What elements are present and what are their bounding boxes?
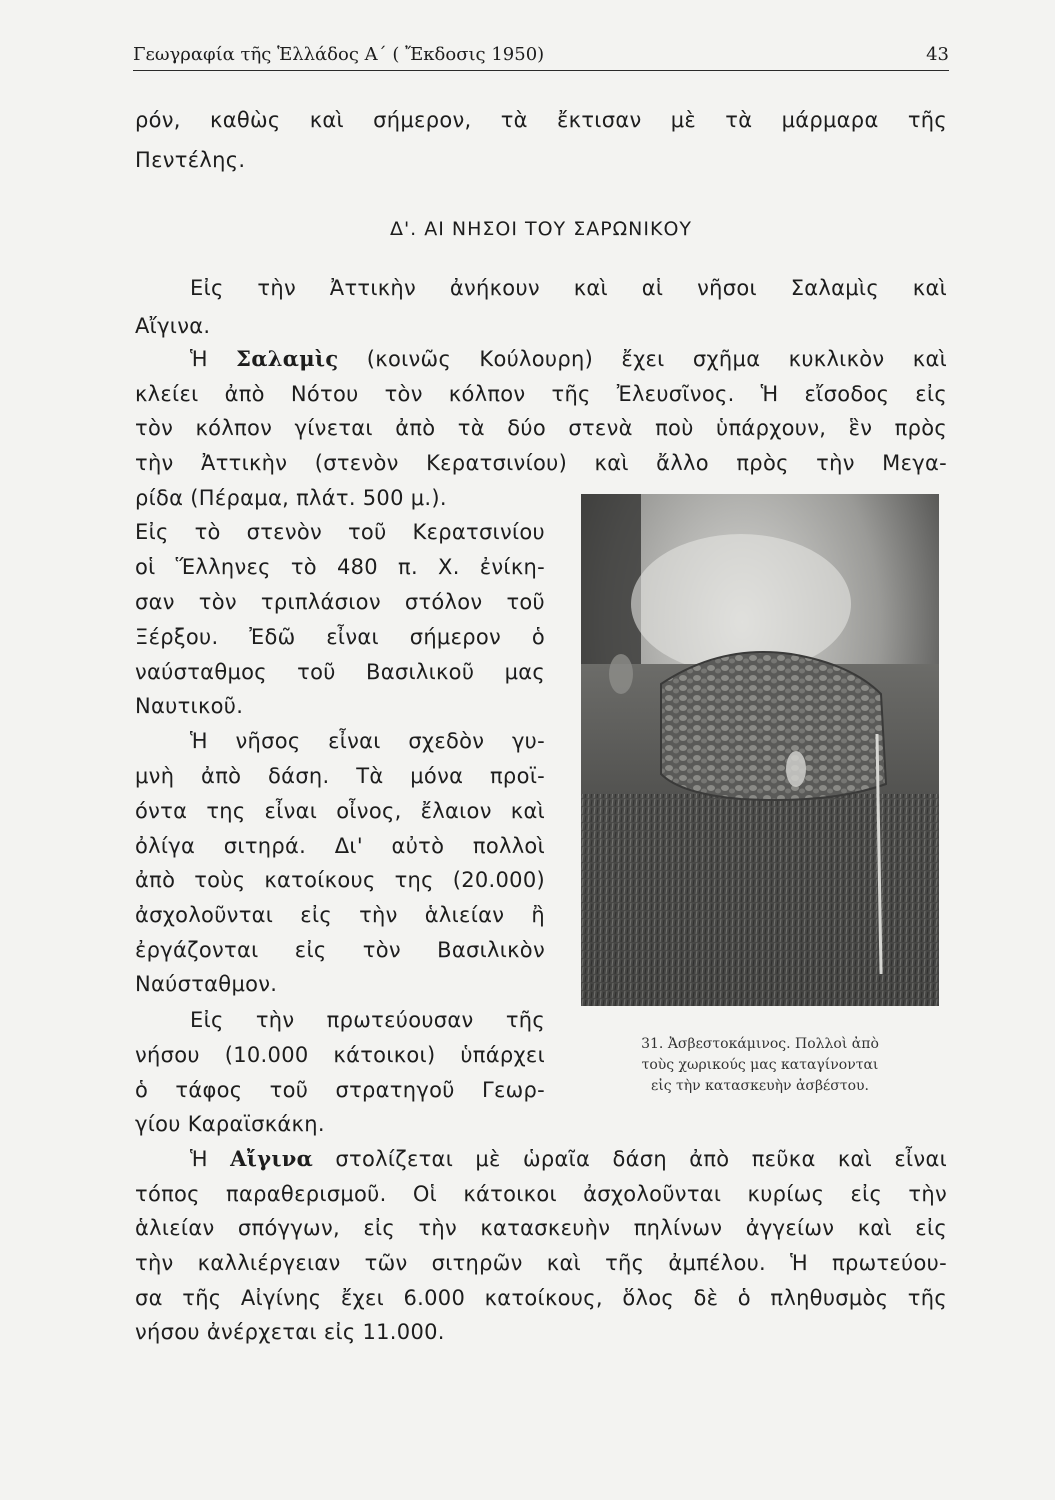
salamis-rest: (κοινῶς Κούλουρη) ἔχει σχῆμα κυκλικὸν καὶ	[338, 347, 947, 371]
text-line: Πεντέλης.	[135, 148, 246, 172]
page-number: 43	[926, 44, 949, 65]
text-line: τὴν Ἀττικὴν (στενὸν Κερατσινίου) καὶ ἄλλο πρὸς τὴν Μεγα-	[135, 451, 947, 475]
running-head	[133, 44, 949, 71]
caption-line: εἰς τὴν κατασκευὴν ἀσβέστου.	[651, 1078, 869, 1094]
text-line: νήσου ἀνέρχεται εἰς 11.000.	[135, 1320, 445, 1344]
lime-kiln-photo	[581, 494, 939, 1006]
text-line: Εἰς τὸ στενὸν τοῦ Κερατσινίου	[135, 520, 545, 544]
text-line: Αἴγινα.	[135, 314, 211, 338]
salamis-term: Σαλαμὶς	[236, 346, 339, 371]
text-line: ναύσταθμος τοῦ Βασιλικοῦ μας	[135, 660, 545, 684]
text-line: οἱ Ἕλληνες τὸ 480 π. Χ. ἐνίκη-	[135, 555, 545, 579]
text-line: Εἰς τὴν πρωτεύουσαν τῆς	[190, 1008, 545, 1032]
photo-illustration	[581, 494, 939, 1006]
text-line: σα τῆς Αἰγίνης ἔχει 6.000 κατοίκους, ὅλος δὲ ὁ πληθυσμὸς τῆς	[135, 1286, 947, 1310]
aegina-term: Αἴγινα	[230, 1146, 314, 1171]
text-line: ἁλιείαν σπόγγων, εἰς τὴν κατασκευὴν πηλίνων ἀγγείων καὶ εἰς	[135, 1216, 947, 1240]
salamis-prefix: Ἡ	[190, 347, 237, 371]
aegina-rest: στολίζεται μὲ ὡραῖα δάση ἀπὸ πεῦκα καὶ εἶναι	[313, 1147, 947, 1171]
text-line: ἀπὸ τοὺς κατοίκους της (20.000)	[135, 868, 545, 892]
text-line: τὸν κόλπον γίνεται ἀπὸ τὰ δύο στενὰ ποὺ ὑπάρχουν, ἓν πρὸς	[135, 416, 947, 440]
caption-line: τοὺς χωρικούς μας καταγίνονται	[641, 1057, 879, 1073]
text-line: νήσου (10.000 κάτοικοι) ὑπάρχει	[135, 1043, 545, 1067]
salamis-first-line	[135, 345, 947, 373]
text-line: ὀλίγα σιτηρά. Δι' αὐτὸ πολλοὶ	[135, 834, 545, 858]
text-line: κλείει ἀπὸ Νότου τὸν κόλπον τῆς Ἐλευσῖνος. Ἡ εἴσοδος εἰς	[135, 382, 947, 406]
photo-caption	[578, 1034, 942, 1097]
text-line: ρόν, καθὼς καὶ σήμερον, τὰ ἔκτισαν μὲ τὰ μάρμαρα τῆς	[135, 108, 947, 132]
text-line: ρίδα (Πέραμα, πλάτ. 500 μ.).	[135, 486, 447, 510]
aegina-first-line	[135, 1145, 947, 1173]
text-line: σαν τὸν τριπλάσιον στόλον τοῦ	[135, 590, 545, 614]
text-line: τὴν καλλιέργειαν τῶν σιτηρῶν καὶ τῆς ἀμπέλου. Ἡ πρωτεύου-	[135, 1251, 947, 1275]
section-heading: Δ'. ΑΙ ΝΗΣΟΙ ΤΟΥ ΣΑΡΩΝΙΚΟΥ	[389, 218, 693, 240]
text-line: ἀσχολοῦνται εἰς τὴν ἁλιείαν ἢ	[135, 903, 545, 927]
text-line: Εἰς τὴν Ἀττικὴν ἀνήκουν καὶ αἱ νῆσοι Σαλαμὶς καὶ	[190, 276, 947, 300]
text-line: μνὴ ἀπὸ δάση. Τὰ μόνα προϊ-	[135, 764, 545, 788]
text-line: Ἡ νῆσος εἶναι σχεδὸν γυ-	[190, 729, 545, 753]
text-line: Ξέρξου. Ἐδῶ εἶναι σήμερον ὁ	[135, 625, 545, 649]
text-line: ἐργάζονται εἰς τὸν Βασιλικὸν	[135, 938, 545, 962]
text-line: Ναυτικοῦ.	[135, 694, 244, 718]
text-line: Ναύσταθμον.	[135, 972, 278, 996]
book-title: Γεωγραφία τῆς Ἑλλάδος Α΄ ( Ἔκδοσις 1950)	[133, 44, 545, 65]
text-line: ὁ τάφος τοῦ στρατηγοῦ Γεωρ-	[135, 1078, 545, 1102]
aegina-prefix: Ἡ	[190, 1147, 231, 1171]
text-line: τόπος παραθερισμοῦ. Οἱ κάτοικοι ἀσχολοῦνται κυρίως εἰς τὴν	[135, 1182, 947, 1206]
text-line: γίου Καραϊσκάκη.	[135, 1112, 325, 1136]
caption-line: 31. Ἀσβεστοκάμινος. Πολλοὶ ἀπὸ	[641, 1036, 879, 1052]
text-line: όντα της εἶναι οἶνος, ἔλαιον καὶ	[135, 799, 545, 823]
